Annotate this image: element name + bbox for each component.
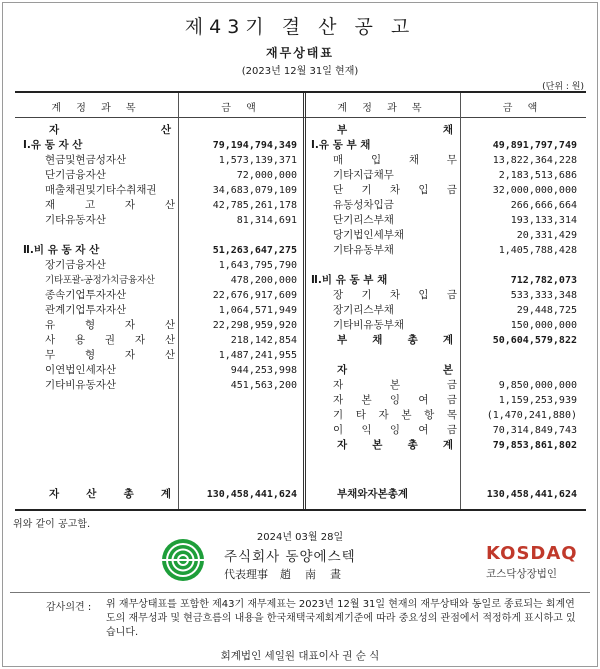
table-row bbox=[19, 123, 302, 138]
amount-value: 1,405,788,428 bbox=[498, 245, 577, 256]
notice-title: 제43기 결 산 공 고 bbox=[184, 16, 416, 38]
account-label: 기 타 자 본 항 목 bbox=[333, 409, 457, 421]
amount-value: 130,458,441,624 bbox=[206, 489, 297, 500]
amount-value: 51,263,647,275 bbox=[212, 245, 297, 256]
table-row bbox=[307, 318, 584, 333]
amount-value: 20,331,429 bbox=[516, 230, 577, 241]
table-row bbox=[307, 333, 584, 348]
table-row bbox=[19, 288, 302, 303]
amount-value: 712,782,073 bbox=[510, 275, 577, 286]
amount-value: 70,314,849,743 bbox=[492, 425, 577, 436]
table-header bbox=[15, 93, 586, 118]
amount-value: 478,200,000 bbox=[230, 275, 297, 286]
table-row bbox=[19, 363, 302, 378]
account-label: Ⅱ.비 유 동 자 산 bbox=[23, 244, 100, 256]
table-row bbox=[307, 168, 584, 183]
account-label: 관계기업투자자산 bbox=[45, 304, 127, 316]
account-label: 단기리스부채 bbox=[333, 214, 394, 226]
table-row bbox=[307, 423, 584, 438]
amount-value: 49,891,797,749 bbox=[492, 140, 577, 151]
amount-value: 1,064,571,949 bbox=[218, 305, 297, 316]
divider bbox=[10, 592, 590, 593]
table-row bbox=[307, 228, 584, 243]
account-label: 기타비유동부채 bbox=[333, 319, 405, 331]
table-row bbox=[307, 408, 584, 423]
table-row bbox=[19, 258, 302, 273]
account-label: 당기법인세부채 bbox=[333, 229, 405, 241]
account-label: 자 본 bbox=[337, 364, 453, 376]
ceo-title: 代表理事 bbox=[224, 568, 268, 581]
header-left-account: 계 정 과 목 bbox=[51, 103, 142, 114]
audit-opinion-label: 감사의견 : bbox=[46, 602, 92, 613]
table-row bbox=[307, 288, 584, 303]
account-label: 기타비유동자산 bbox=[45, 379, 117, 391]
account-label: 매 입 채 무 bbox=[333, 154, 457, 166]
account-label: 장기리스부채 bbox=[333, 304, 394, 316]
table-row bbox=[19, 213, 302, 228]
table-row bbox=[19, 378, 302, 393]
table-row bbox=[307, 198, 584, 213]
amount-value: 218,142,854 bbox=[230, 335, 297, 346]
table-row bbox=[307, 153, 584, 168]
account-label: 유동성차입금 bbox=[333, 199, 394, 211]
ceo-name: 趙南晝 bbox=[280, 568, 355, 581]
account-label: 자 본 금 bbox=[333, 379, 457, 391]
amount-value: 79,194,794,349 bbox=[212, 140, 297, 151]
table-row bbox=[307, 213, 584, 228]
company-name: 주식회사 동양에스텍 bbox=[224, 549, 356, 565]
amount-value: 193,133,314 bbox=[510, 215, 577, 226]
amount-value: 32,000,000,000 bbox=[492, 185, 577, 196]
header-left-amount: 금 액 bbox=[221, 103, 262, 114]
account-label: Ⅱ.비 유 동 부 채 bbox=[311, 274, 388, 286]
account-label: 자 산 총 계 bbox=[49, 488, 171, 500]
account-label: 기타유동부채 bbox=[333, 244, 394, 256]
table-row bbox=[19, 168, 302, 183]
table-row bbox=[307, 363, 584, 378]
publication-date: 2024년 03월 28일 bbox=[256, 532, 344, 543]
account-label: 장기금융자산 bbox=[45, 259, 106, 271]
account-label: 부채와자본총계 bbox=[337, 488, 409, 500]
amount-value: 72,000,000 bbox=[236, 170, 297, 181]
account-label: 이 익 잉 여 금 bbox=[333, 424, 457, 436]
header-right-amount: 금 액 bbox=[502, 103, 544, 114]
amount-value: 79,853,861,802 bbox=[492, 440, 577, 451]
account-label: 자 산 bbox=[49, 124, 171, 136]
account-label: 사 용 권 자 산 bbox=[45, 334, 175, 346]
kosdaq-logo: KOSDAQ bbox=[486, 543, 578, 564]
account-label: 자 본 총 계 bbox=[337, 439, 453, 451]
amount-value: 1,573,139,371 bbox=[218, 155, 297, 166]
amount-value: 2,183,513,686 bbox=[498, 170, 577, 181]
amount-value: 9,850,000,000 bbox=[498, 380, 577, 391]
amount-value: 81,314,691 bbox=[236, 215, 297, 226]
table-row bbox=[19, 487, 302, 502]
notice-text: 위와 같이 공고함. bbox=[13, 519, 91, 530]
account-label: 매출채권및기타수취채권 bbox=[45, 184, 157, 196]
amount-value: 266,666,664 bbox=[510, 200, 577, 211]
statement-date: (2023년 12월 31일 현재) bbox=[241, 66, 359, 77]
amount-value: 34,683,079,109 bbox=[212, 185, 297, 196]
table-row bbox=[307, 183, 584, 198]
column-divider-double bbox=[303, 93, 306, 509]
account-label: 장 기 차 입 금 bbox=[333, 289, 457, 301]
account-label: 부 채 총 계 bbox=[337, 334, 453, 346]
kosdaq-subtitle: 코스닥상장법인 bbox=[486, 568, 558, 580]
table-row bbox=[307, 123, 584, 138]
account-label: 이연법인세자산 bbox=[45, 364, 117, 376]
table-row bbox=[19, 198, 302, 213]
amount-value: 22,676,917,609 bbox=[212, 290, 297, 301]
amount-value: (1,470,241,880) bbox=[486, 410, 577, 421]
account-label: 단기금융자산 bbox=[45, 169, 106, 181]
amount-value: 42,785,261,178 bbox=[212, 200, 297, 211]
table-row bbox=[19, 183, 302, 198]
table-row bbox=[307, 438, 584, 453]
amount-value: 130,458,441,624 bbox=[486, 489, 577, 500]
table-row bbox=[19, 243, 302, 258]
table-row bbox=[19, 318, 302, 333]
amount-value: 1,159,253,939 bbox=[498, 395, 577, 406]
audit-opinion-text: 위 재무상태표를 포함한 제43기 재무제표는 2023년 12월 31일 현재의 재무상태와 동일로 종료되는 회계연도의 재무성과 및 현금흐름의 내용을 한국채택국제회계기준에 따라 중요성의 관점에서 적정하게 표시하고 있습니다. bbox=[106, 599, 576, 638]
account-label: 현금및현금성자산 bbox=[45, 154, 127, 166]
statement-title: 재무상태표 bbox=[266, 46, 334, 60]
account-label: 부 채 bbox=[337, 124, 453, 136]
table-row bbox=[19, 303, 302, 318]
table-row bbox=[307, 273, 584, 288]
account-label: 유 형 자 산 bbox=[45, 319, 175, 331]
account-label: 기타유동자산 bbox=[45, 214, 106, 226]
amount-value: 1,643,795,790 bbox=[218, 260, 297, 271]
amount-value: 1,487,241,955 bbox=[218, 350, 297, 361]
amount-value: 22,298,959,920 bbox=[212, 320, 297, 331]
account-label: 자 본 잉 여 금 bbox=[333, 394, 457, 406]
header-right-account: 계 정 과 목 bbox=[337, 103, 428, 114]
table-row bbox=[19, 348, 302, 363]
account-label: 기타포괄-공정가치금융자산 bbox=[45, 275, 155, 286]
table-row bbox=[307, 378, 584, 393]
amount-value: 50,604,579,822 bbox=[492, 335, 577, 346]
table-row bbox=[19, 153, 302, 168]
auditor-signature: 회계법인 세일원 대표이사 권 순 식 bbox=[220, 650, 380, 662]
account-label: 기타지급채무 bbox=[333, 169, 394, 181]
company-logo-icon bbox=[161, 538, 205, 582]
account-label: 재 고 자 산 bbox=[45, 199, 175, 211]
account-label: 종속기업투자자산 bbox=[45, 289, 127, 301]
table-row bbox=[307, 138, 584, 153]
account-label: Ⅰ.유 동 부 채 bbox=[311, 139, 371, 151]
amount-value: 533,333,348 bbox=[510, 290, 577, 301]
amount-value: 13,822,364,228 bbox=[492, 155, 577, 166]
ceo-line bbox=[224, 566, 355, 582]
balance-sheet-table bbox=[15, 91, 586, 511]
table-row bbox=[307, 243, 584, 258]
table-row bbox=[19, 333, 302, 348]
table-row bbox=[19, 273, 302, 288]
table-row bbox=[307, 487, 584, 502]
amount-value: 451,563,200 bbox=[230, 380, 297, 391]
amount-value: 944,253,998 bbox=[230, 365, 297, 376]
account-label: 무 형 자 산 bbox=[45, 349, 175, 361]
account-label: 단 기 차 입 금 bbox=[333, 184, 457, 196]
unit-label: (단위 : 원) bbox=[542, 82, 584, 92]
amount-value: 29,448,725 bbox=[516, 305, 577, 316]
table-row bbox=[307, 303, 584, 318]
amount-value: 150,000,000 bbox=[510, 320, 577, 331]
table-row bbox=[19, 138, 302, 153]
table-row bbox=[307, 393, 584, 408]
account-label: Ⅰ.유 동 자 산 bbox=[23, 139, 83, 151]
